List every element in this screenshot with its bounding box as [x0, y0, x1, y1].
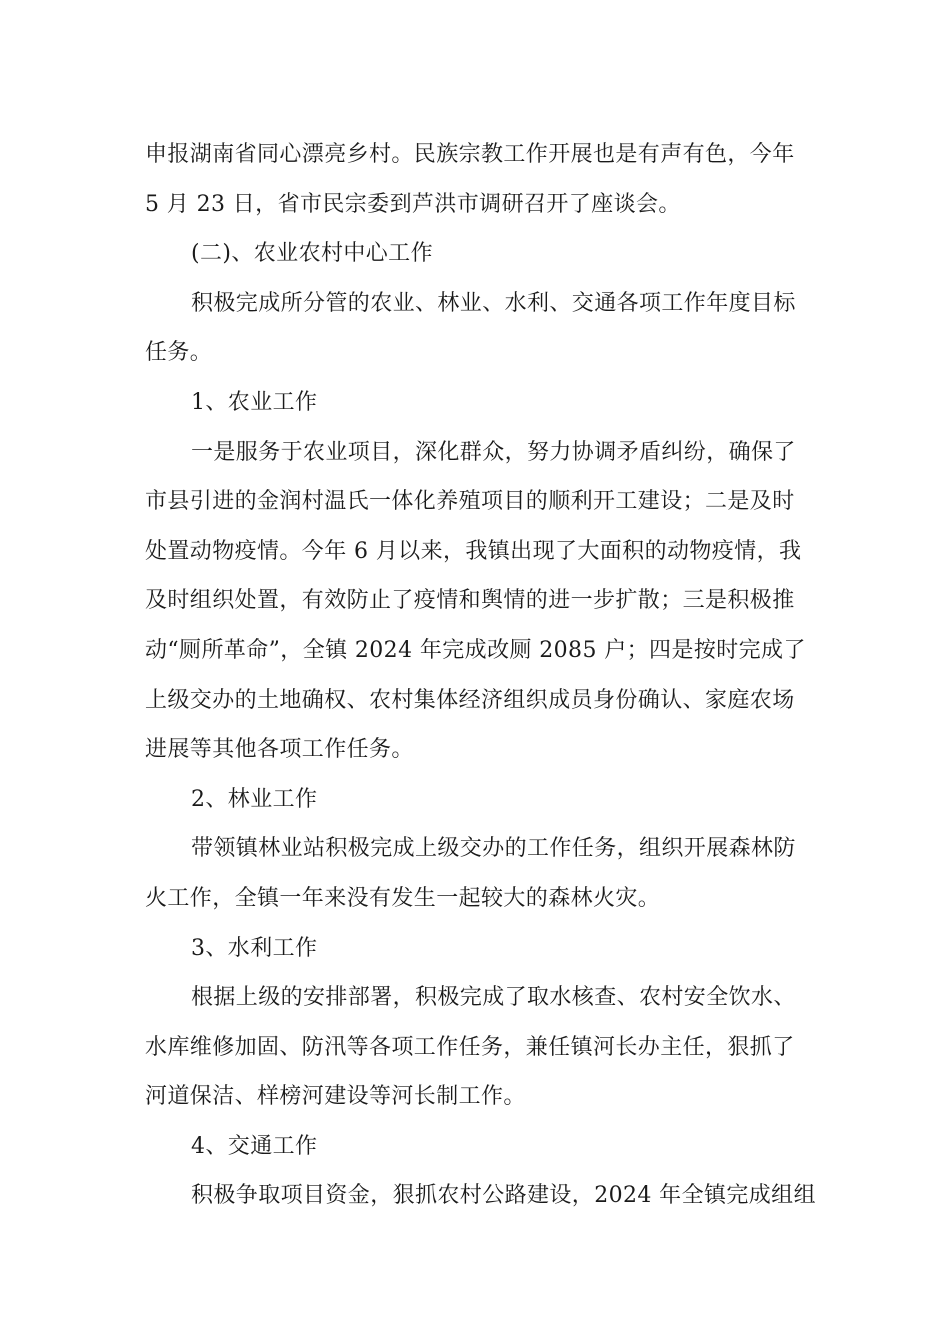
- text-line: 动“厕所革命”，全镇 2024 年完成改厕 2085 户；四是按时完成了: [145, 637, 806, 663]
- text-line: 火工作，全镇一年来没有发生一起较大的森林火灾。: [145, 885, 661, 911]
- text-line: 根据上级的安排部署，积极完成了取水核查、农村安全饮水、: [191, 985, 796, 1011]
- text-line: 河道保洁、样榜河建设等河长制工作。: [145, 1084, 526, 1110]
- text-line: 一是服务于农业项目，深化群众，努力协调矛盾纠纷，确保了: [191, 439, 796, 465]
- subsection-heading: 3、水利工作: [191, 935, 318, 961]
- text-line: 积极完成所分管的农业、林业、水利、交通各项工作年度目标: [191, 290, 796, 316]
- text-line: 进展等其他各项工作任务。: [145, 737, 414, 763]
- text-line: 任务。: [145, 340, 213, 366]
- text-line: 处置动物疫情。今年 6 月以来，我镇出现了大面积的动物疫情，我: [145, 538, 802, 564]
- subsection-heading: 4、交通工作: [191, 1133, 318, 1159]
- text-line: 带领镇林业站积极完成上级交办的工作任务，组织开展森林防: [191, 836, 796, 862]
- section-heading: (二)、农业农村中心工作: [191, 241, 433, 267]
- text-line: 申报湖南省同心漂亮乡村。民族宗教工作开展也是有声有色，今年: [145, 142, 795, 167]
- text-line: 上级交办的土地确权、农村集体经济组织成员身份确认、家庭农场: [145, 687, 795, 713]
- text-line: 5 月 23 日，省市民宗委到芦洪市调研召开了座谈会。: [145, 191, 681, 217]
- text-line: 及时组织处置，有效防止了疫情和舆情的进一步扩散；三是积极推: [145, 588, 795, 614]
- subsection-heading: 1、农业工作: [191, 389, 318, 415]
- text-line: 积极争取项目资金，狠抓农村公路建设，2024 年全镇完成组组: [191, 1183, 816, 1209]
- text-line: 水库维修加固、防汛等各项工作任务，兼任镇河长办主任，狠抓了: [145, 1034, 795, 1060]
- document-body: [145, 130, 816, 1221]
- subsection-heading: 2、林业工作: [191, 786, 318, 812]
- text-line: 市县引进的金润村温氏一体化养殖项目的顺利开工建设；二是及时: [145, 489, 795, 515]
